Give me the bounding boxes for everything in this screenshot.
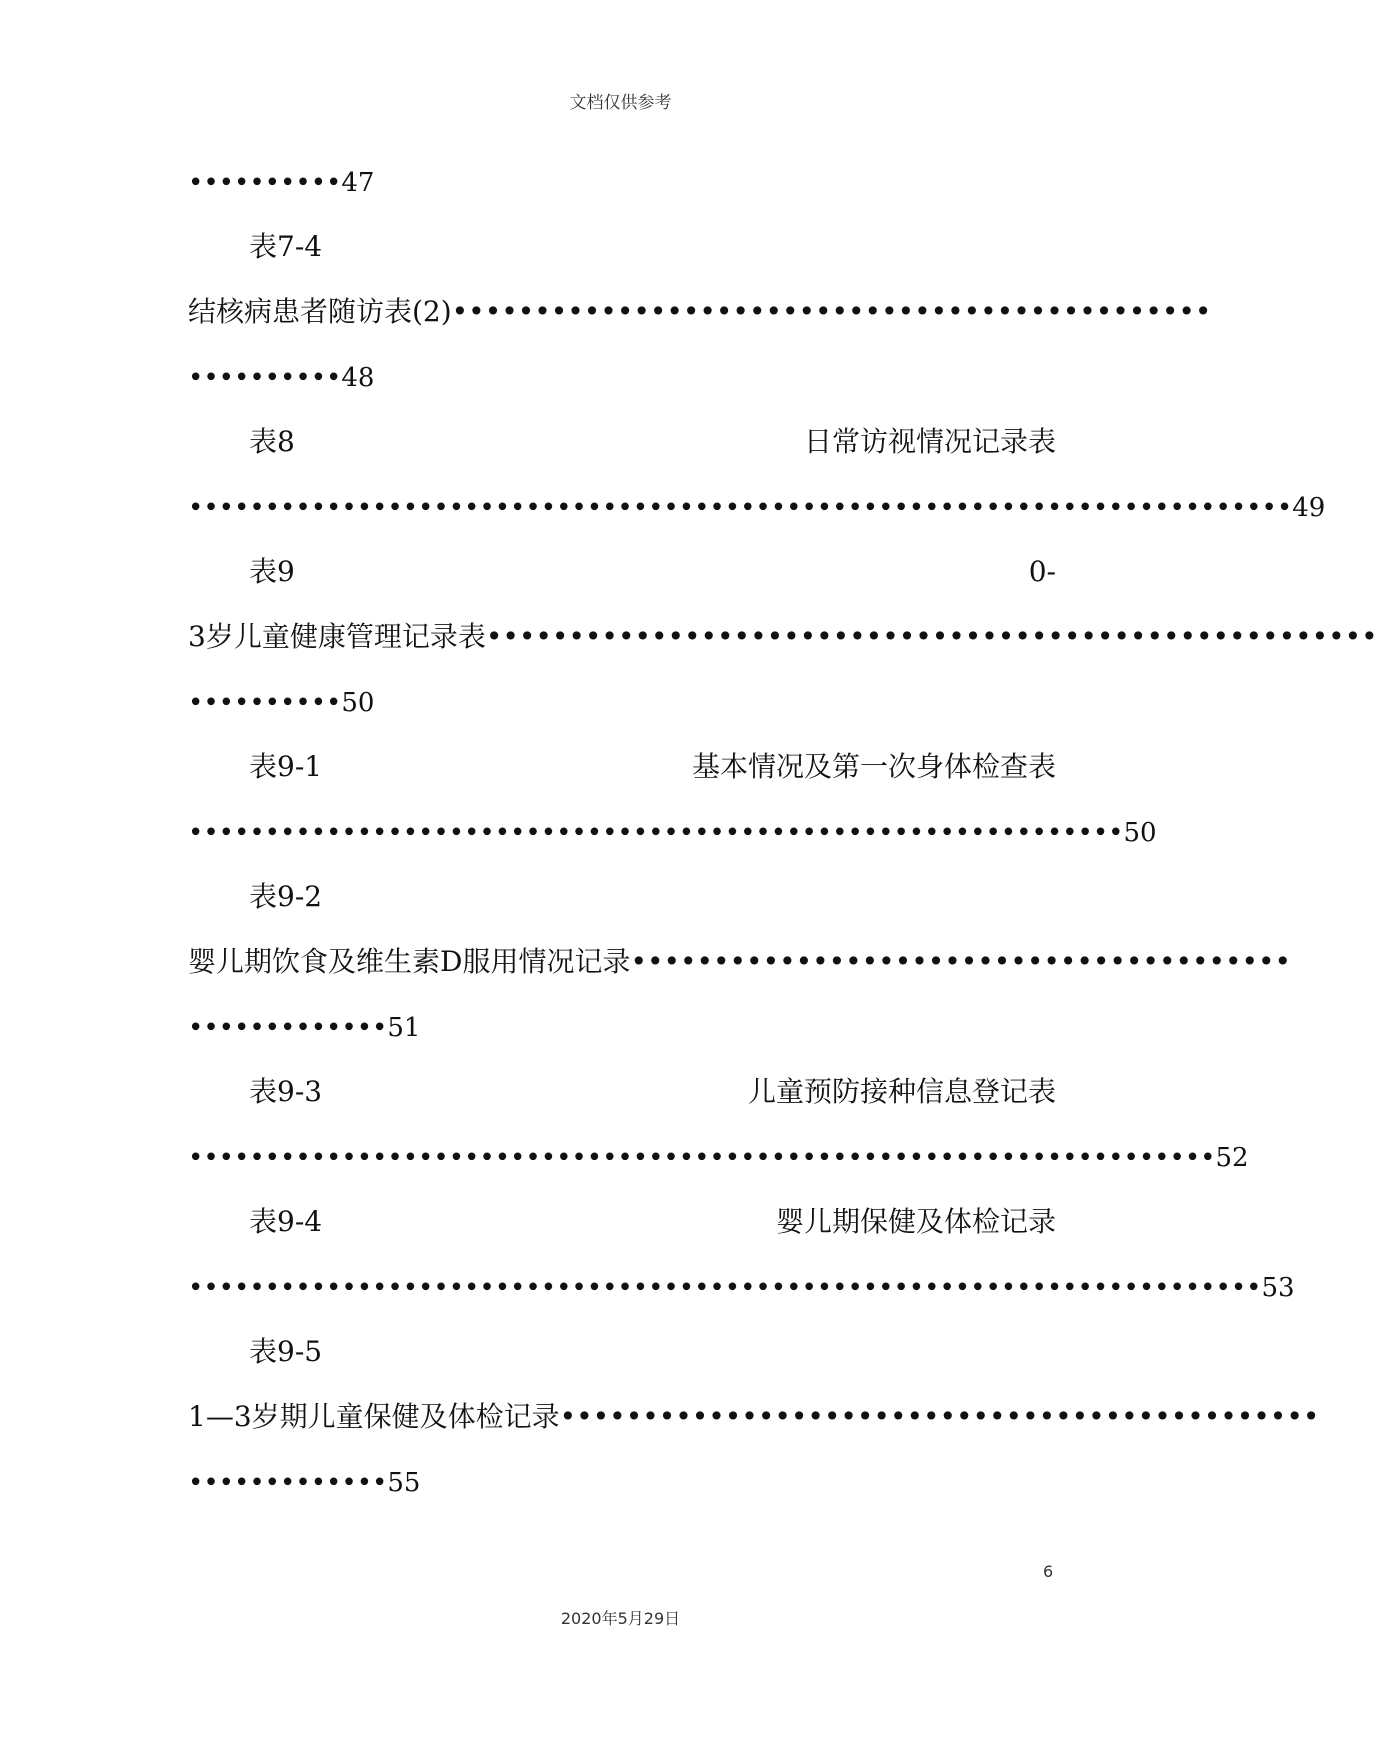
- toc-entry-title: 结核病患者随访表(2)••••••••••••••••••••••••••••••••••••••••••••••: [188, 295, 1212, 328]
- page-header: 文档仅供参考: [569, 93, 672, 113]
- toc-leader-line: ••••••••••••••••••••••••••••••••••••••••••••••••••••••••••••••••••••••53: [188, 1273, 1295, 1303]
- toc-leader-line: •••••••••••••55: [188, 1468, 421, 1498]
- toc-entry-title: 婴儿期饮食及维生素D服用情况记录••••••••••••••••••••••••••••••••••••••••: [188, 945, 1292, 978]
- toc-entry-title: 1—3岁期儿童保健及体检记录••••••••••••••••••••••••••••••••••••••••••••••: [188, 1400, 1320, 1433]
- toc-entry-label: 表9-1: [249, 750, 323, 783]
- toc-entry: [249, 747, 1056, 787]
- toc-entry-title: 日常访视情况记录表: [803, 425, 1056, 458]
- toc-leader-line: ••••••••••47: [188, 168, 375, 198]
- footer-date: 2020年5月29日: [560, 1609, 681, 1628]
- toc-leader-line: •••••••••••••••••••••••••••••••••••••••••••••••••••••••••••••••••••52: [188, 1143, 1249, 1173]
- toc-leader-line: •••••••••••••••••••••••••••••••••••••••••••••••••••••••••••••50: [188, 818, 1157, 848]
- toc-entry-label: 表9: [249, 555, 295, 588]
- toc-entry: [249, 1072, 1056, 1112]
- toc-entry-label: 表8: [249, 425, 295, 458]
- toc-entry-title: 0-: [1028, 555, 1056, 588]
- toc-entry-title: 儿童预防接种信息登记表: [747, 1075, 1056, 1108]
- page-number: 6: [1043, 1562, 1054, 1581]
- toc-leader-line: •••••••••••••51: [188, 1013, 421, 1043]
- toc-entry-title: 3岁儿童健康管理记录表••••••••••••••••••••••••••••••••••••••••••••••••••••••: [188, 620, 1378, 653]
- toc-entry-title: 基本情况及第一次身体检查表: [691, 750, 1056, 783]
- toc-leader-line: ••••••••••48: [188, 363, 375, 393]
- toc-entry: [249, 1202, 1056, 1242]
- toc-entry-label: 表9-4: [249, 1205, 323, 1238]
- toc-entry-title: 婴儿期保健及体检记录: [775, 1205, 1056, 1238]
- toc-entry-label: 表7-4: [249, 230, 323, 263]
- toc-leader-line: ••••••••••••••••••••••••••••••••••••••••••••••••••••••••••••••••••••••••49: [188, 493, 1326, 523]
- toc-entry-label: 表9-2: [249, 880, 323, 913]
- toc-entry: [249, 552, 1056, 592]
- toc-entry: [249, 422, 1056, 462]
- toc-entry-label: 表9-5: [249, 1335, 323, 1368]
- toc-entry-label: 表9-3: [249, 1075, 323, 1108]
- toc-leader-line: ••••••••••50: [188, 688, 375, 718]
